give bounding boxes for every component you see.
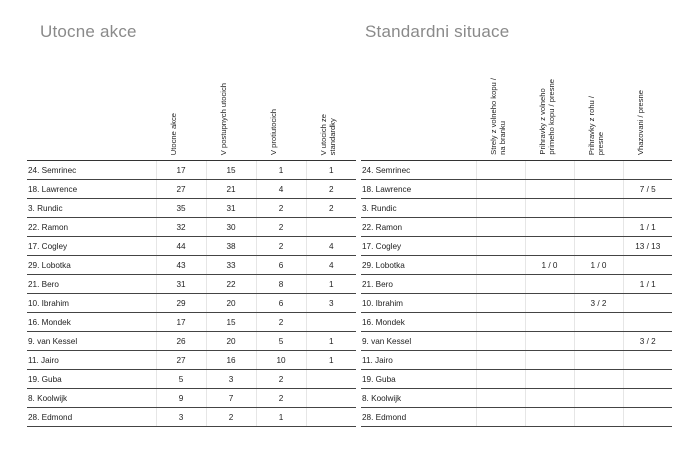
attack-cell: 7 [206,389,256,408]
setpiece-cell [574,408,623,427]
attack-cell: 2 [256,370,306,389]
player-name: 10. Ibrahim [361,294,476,313]
table-row [361,199,672,218]
setpiece-cell [623,161,672,180]
attack-cell: 2 [256,313,306,332]
player-name: 18. Lawrence [27,180,156,199]
attack-cell: 38 [206,237,256,256]
setpiece-cell [525,275,574,294]
attack-cell: 1 [256,161,306,180]
player-name: 8. Koolwijk [27,389,156,408]
player-name: 29. Lobotka [361,256,476,275]
setpiece-header-label: Prihravky z rohu / presne [586,95,605,155]
player-name: 22. Ramon [27,218,156,237]
setpiece-header-4 [623,58,672,161]
attack-cell: 29 [156,294,206,313]
attack-cell: 5 [156,370,206,389]
setpiece-cell [525,218,574,237]
table-row [361,218,672,237]
player-name: 29. Lobotka [27,256,156,275]
table-row [27,199,356,218]
attack-cell [306,408,356,427]
attack-cell: 1 [256,408,306,427]
attack-header-label: Utocne akce [169,112,178,155]
table-row [27,161,356,180]
setpiece-cell [476,370,525,389]
setpiece-cell [476,408,525,427]
table-row [361,332,672,351]
table-row [361,389,672,408]
attack-cell: 9 [156,389,206,408]
player-column-header [361,58,476,161]
player-name: 9. van Kessel [361,332,476,351]
setpiece-cell [476,256,525,275]
table-row [27,370,356,389]
attacking-actions-table [27,58,356,427]
setpiece-cell: 3 / 2 [574,294,623,313]
table-row [27,313,356,332]
table-row [27,351,356,370]
setpiece-cell [525,180,574,199]
setpiece-cell: 3 / 2 [623,332,672,351]
setpiece-header-3 [574,58,623,161]
attack-cell: 4 [306,237,356,256]
player-name: 11. Jairo [27,351,156,370]
setpiece-cell [525,408,574,427]
setpiece-cell [574,275,623,294]
player-name: 11. Jairo [361,351,476,370]
player-name: 17. Cogley [27,237,156,256]
setpiece-header-2 [525,58,574,161]
setpiece-cell [525,199,574,218]
table-row [27,408,356,427]
attack-cell: 3 [306,294,356,313]
attack-header-label: V protiutocich [269,108,278,155]
attack-cell: 15 [206,161,256,180]
player-name: 3. Rundic [27,199,156,218]
player-name: 28. Edmond [27,408,156,427]
player-name: 16. Mondek [27,313,156,332]
player-name: 21. Bero [361,275,476,294]
setpiece-cell [476,218,525,237]
table-row [361,408,672,427]
table-row [361,256,672,275]
setpiece-cell [574,351,623,370]
setpiece-cell [476,237,525,256]
setpiece-cell [574,218,623,237]
setpiece-header-label: Vhazovani / presne [635,89,645,155]
setpiece-cell: 7 / 5 [623,180,672,199]
player-name: 18. Lawrence [361,180,476,199]
setpiece-cell [476,332,525,351]
attack-cell: 1 [306,332,356,351]
setpiece-cell [623,370,672,389]
table-row [27,275,356,294]
set-pieces-title: Standardni situace [365,22,510,41]
player-name: 22. Ramon [361,218,476,237]
attack-cell: 6 [256,256,306,275]
setpiece-cell [476,161,525,180]
attack-cell: 1 [306,161,356,180]
setpiece-cell [623,351,672,370]
setpiece-cell [525,313,574,332]
setpiece-cell [525,370,574,389]
setpiece-cell [476,199,525,218]
setpiece-cell [574,313,623,332]
attack-cell: 43 [156,256,206,275]
player-name: 28. Edmond [361,408,476,427]
setpiece-cell [525,237,574,256]
setpiece-cell [623,256,672,275]
setpiece-cell [476,294,525,313]
attack-header-1 [156,58,206,161]
setpiece-header-label: Prihravky z volneho primeho kopu / presne [537,79,556,155]
attack-cell: 30 [206,218,256,237]
attack-header-2 [206,58,256,161]
table-row [361,370,672,389]
attack-cell: 20 [206,294,256,313]
attack-header-label: V utocich ze standardky [319,113,337,155]
attack-cell: 35 [156,199,206,218]
table-row [361,161,672,180]
setpiece-cell [525,389,574,408]
setpiece-cell [623,199,672,218]
attack-cell: 27 [156,351,206,370]
setpiece-cell [476,180,525,199]
player-name: 19. Guba [27,370,156,389]
attack-cell: 17 [156,313,206,332]
table-row [27,218,356,237]
attack-header-3 [256,58,306,161]
player-name: 16. Mondek [361,313,476,332]
player-name: 3. Rundic [361,199,476,218]
setpiece-cell [574,199,623,218]
attack-cell: 4 [256,180,306,199]
setpiece-cell [476,389,525,408]
setpiece-cell [476,313,525,332]
player-name: 17. Cogley [361,237,476,256]
setpiece-cell [623,389,672,408]
setpiece-cell [525,351,574,370]
table-row [27,237,356,256]
attack-cell: 2 [256,218,306,237]
attack-cell: 2 [256,237,306,256]
attack-cell: 5 [256,332,306,351]
player-name: 21. Bero [27,275,156,294]
player-name: 24. Semrinec [361,161,476,180]
attack-cell: 31 [206,199,256,218]
setpiece-cell: 1 / 0 [574,256,623,275]
setpiece-cell [476,351,525,370]
table-row [361,313,672,332]
attack-cell: 4 [306,256,356,275]
setpiece-header-label: Strely z volneho kopu / na branku [488,78,507,155]
attack-cell: 17 [156,161,206,180]
attack-cell [306,370,356,389]
attack-cell [306,313,356,332]
attack-cell: 6 [256,294,306,313]
setpiece-cell [476,275,525,294]
table-row [361,275,672,294]
setpiece-cell [574,332,623,351]
table-row [27,180,356,199]
table-row [27,294,356,313]
attack-cell: 26 [156,332,206,351]
setpiece-cell: 1 / 1 [623,218,672,237]
attack-header-4 [306,58,356,161]
setpiece-cell [623,313,672,332]
attack-cell: 27 [156,180,206,199]
table-row [27,332,356,351]
setpiece-cell [574,389,623,408]
attack-cell: 2 [306,180,356,199]
player-name: 24. Semrinec [27,161,156,180]
setpiece-cell [574,161,623,180]
setpiece-header-1 [476,58,525,161]
attack-cell: 3 [156,408,206,427]
attack-cell: 2 [206,408,256,427]
attack-cell: 44 [156,237,206,256]
table-row [361,294,672,313]
attack-cell [306,389,356,408]
setpiece-cell [623,408,672,427]
setpiece-cell [525,332,574,351]
attack-cell: 31 [156,275,206,294]
table-row [27,256,356,275]
table-row [27,389,356,408]
table-row [361,237,672,256]
setpiece-cell [525,294,574,313]
attack-cell [306,218,356,237]
attack-cell: 22 [206,275,256,294]
setpiece-cell [574,370,623,389]
attack-cell: 3 [206,370,256,389]
attack-cell: 33 [206,256,256,275]
setpiece-cell [574,180,623,199]
setpiece-cell [525,161,574,180]
attack-cell: 2 [256,389,306,408]
player-name: 19. Guba [361,370,476,389]
setpiece-cell: 13 / 13 [623,237,672,256]
table-row [361,180,672,199]
setpiece-cell [623,294,672,313]
attack-cell: 2 [256,199,306,218]
table-row [361,351,672,370]
setpiece-cell: 1 / 1 [623,275,672,294]
attack-cell: 8 [256,275,306,294]
set-pieces-table [361,58,672,427]
attack-cell: 2 [306,199,356,218]
attack-cell: 20 [206,332,256,351]
setpiece-cell: 1 / 0 [525,256,574,275]
attack-cell: 21 [206,180,256,199]
attack-cell: 10 [256,351,306,370]
attack-cell: 15 [206,313,256,332]
attack-cell: 1 [306,351,356,370]
setpiece-cell [574,237,623,256]
player-name: 9. van Kessel [27,332,156,351]
attack-cell: 1 [306,275,356,294]
player-column-header [27,58,156,161]
attacking-actions-title: Utocne akce [40,22,137,41]
attack-header-label: V postupnych utocich [219,82,228,155]
attack-cell: 16 [206,351,256,370]
player-name: 10. Ibrahim [27,294,156,313]
attack-cell: 32 [156,218,206,237]
player-name: 8. Koolwijk [361,389,476,408]
